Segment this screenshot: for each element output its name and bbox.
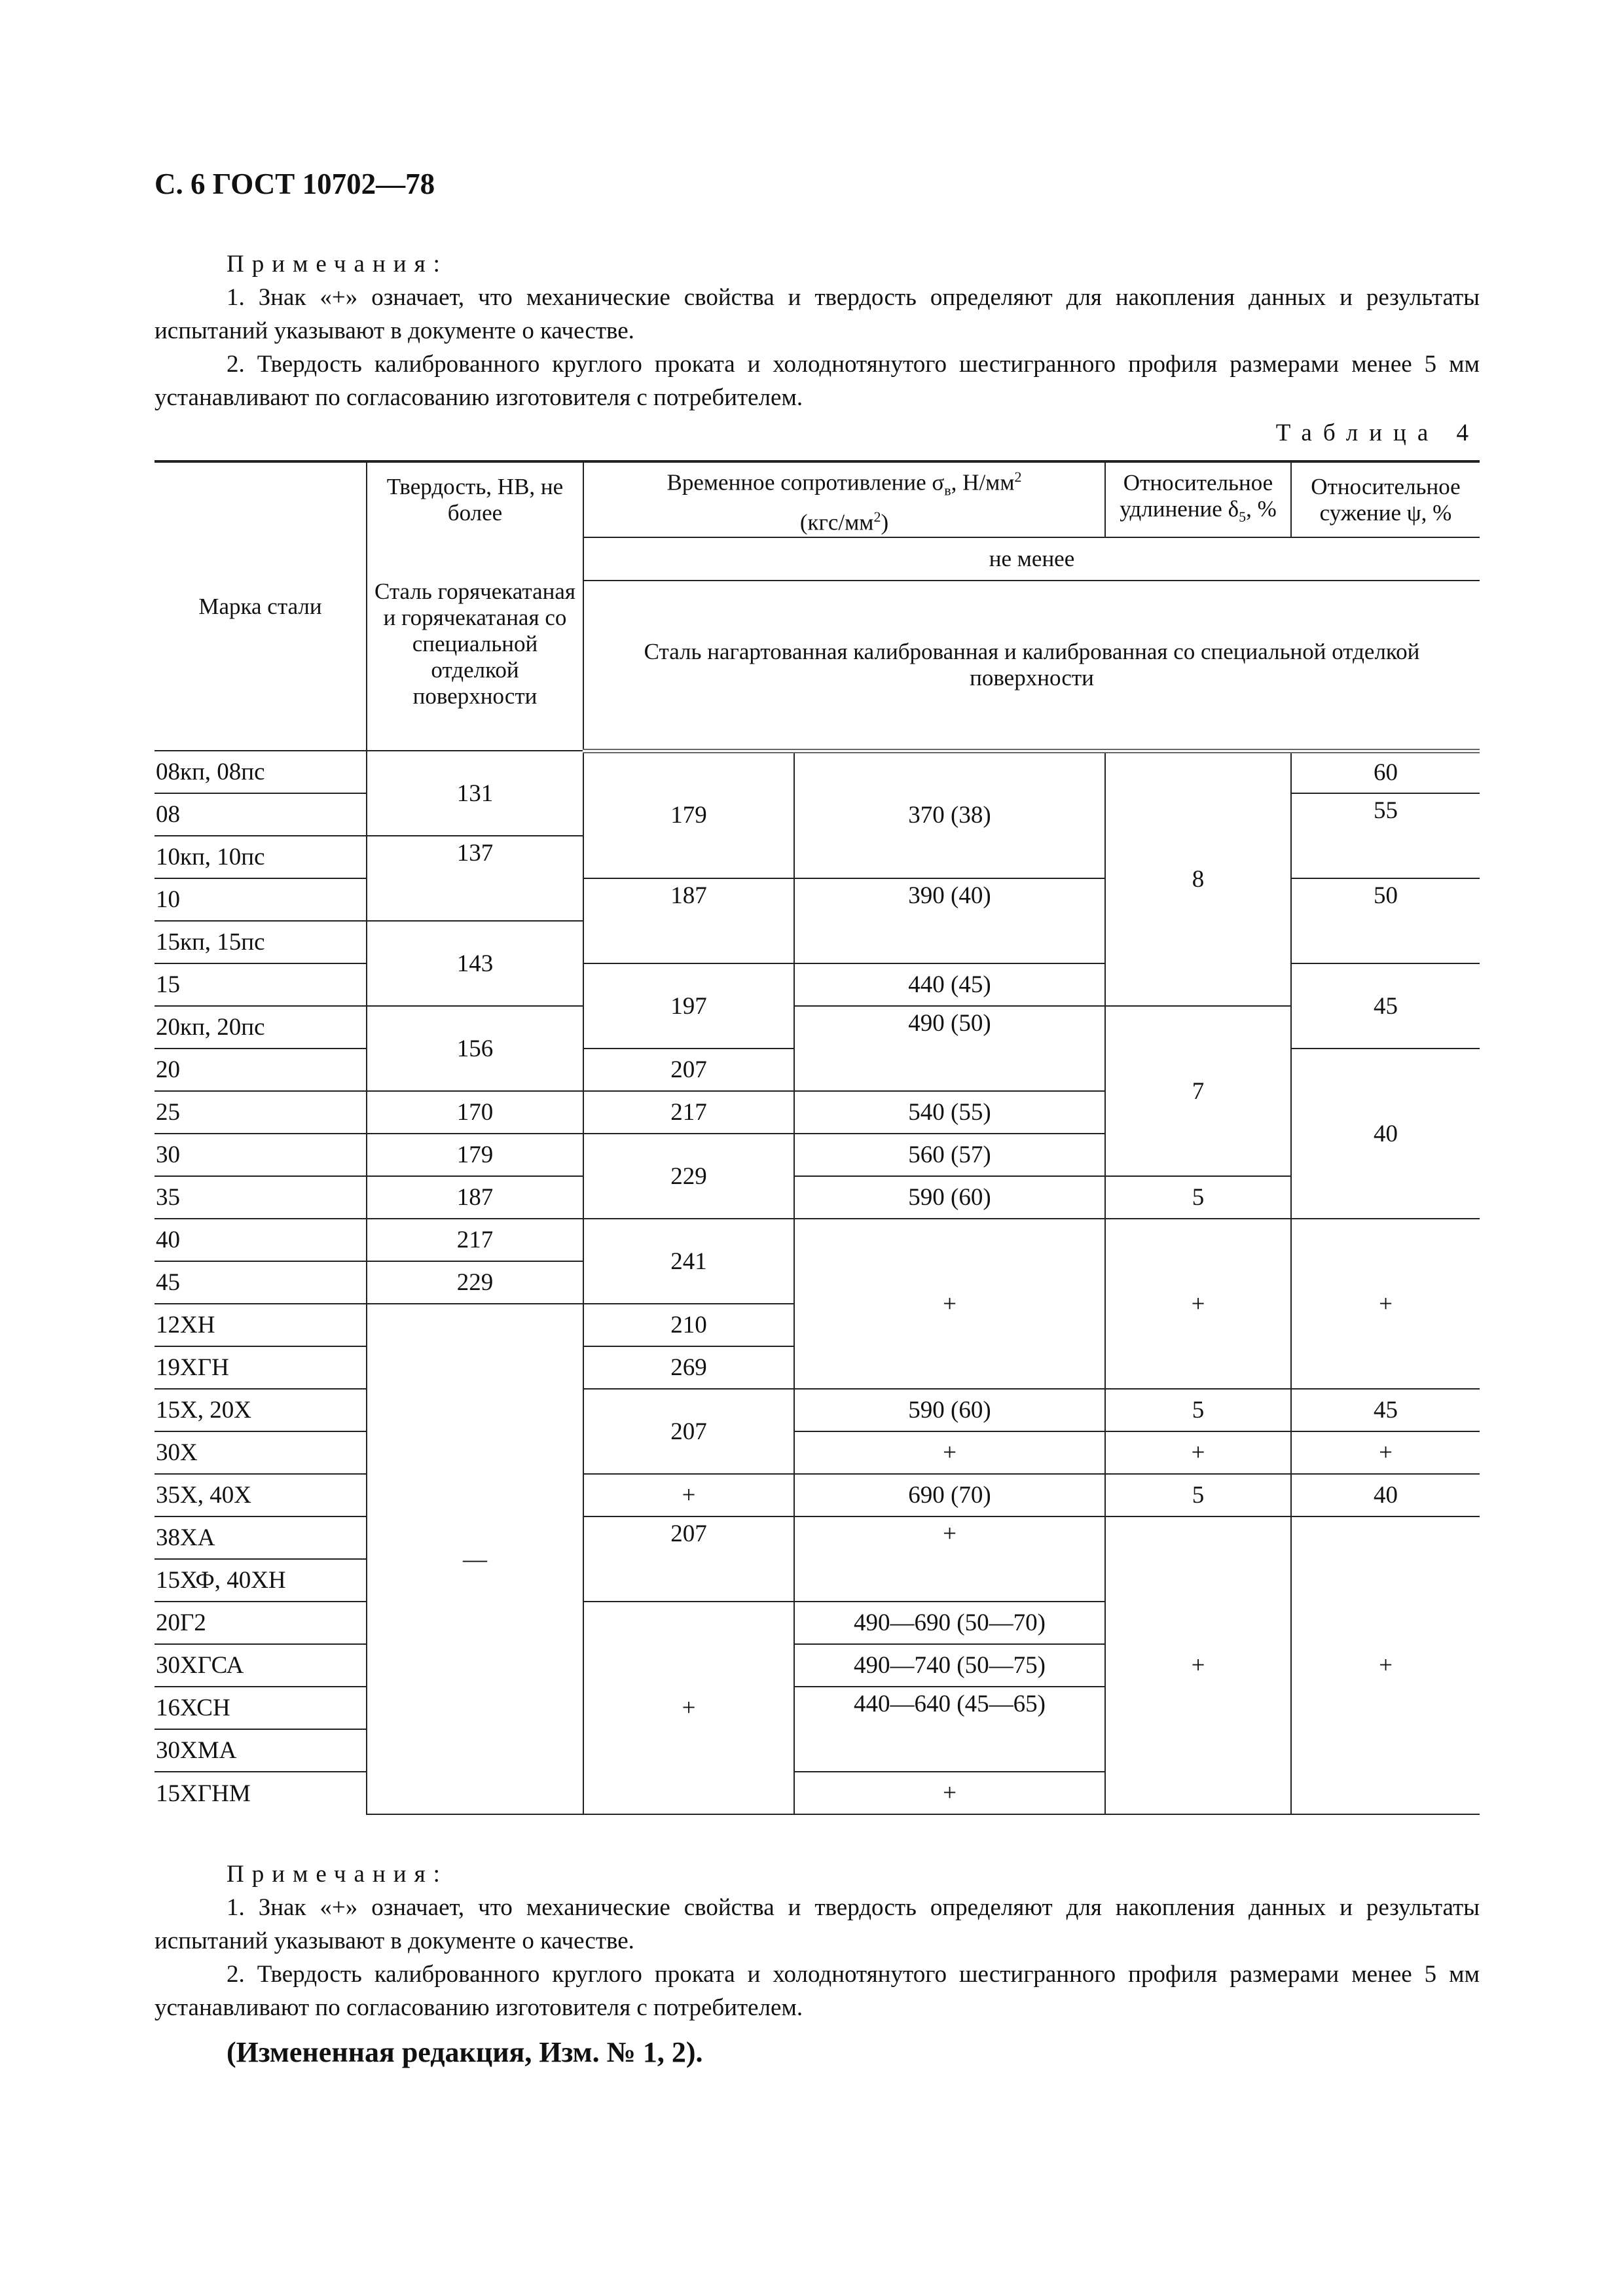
header-elongation: Относительное удлинение $\delta_5$, % — [1105, 461, 1291, 537]
hb-cold-cell: 207 — [583, 1516, 794, 1602]
header-not-less: не менее — [583, 537, 1480, 581]
tensile-cell: 440 (45) — [794, 963, 1105, 1006]
tensile-cell: 560 (57) — [794, 1134, 1105, 1176]
contraction-cell: + — [1291, 1516, 1480, 1814]
hb-hot-cell: 229 — [367, 1261, 583, 1304]
header-tensile: Временное сопротивление $\sigma_в$, $Н/мм^2$ $(кгс/мм^2)$ — [583, 461, 1105, 537]
elongation-cell: + — [1105, 1431, 1291, 1474]
hb-cold-cell: 269 — [583, 1346, 794, 1389]
hb-cold-cell: 210 — [583, 1304, 794, 1346]
elongation-cell: 5 — [1105, 1474, 1291, 1516]
hb-hot-cell: — — [367, 1304, 583, 1814]
note-2: 2. Твердость калиброванного круглого проката и холоднотянутого шестигранного профиля размерами менее 5 мм устанавливают по согласованию изготовителя с потребителем. — [155, 1961, 1480, 2021]
note-2: 2. Твердость калиброванного круглого проката и холоднотянутого шестигранного профиля размерами менее 5 мм устанавливают по согласованию изготовителя с потребителем. — [155, 351, 1480, 411]
grade-cell: 30ХМА — [155, 1729, 367, 1772]
hb-hot-cell: 143 — [367, 921, 583, 1006]
note-1: 1. Знак «+» означает, что механические свойства и твердость определяют для накопления данных и результаты испытаний указывают в документе о качестве. — [155, 284, 1480, 344]
grade-cell: 20кп, 20пс — [155, 1006, 367, 1049]
grade-cell: 20Г2 — [155, 1602, 367, 1644]
tensile-cell: 490—690 (50—70) — [794, 1602, 1105, 1644]
grade-cell: 30ХГСА — [155, 1644, 367, 1687]
grade-cell: 30Х — [155, 1431, 367, 1474]
tensile-cell: + — [794, 1431, 1105, 1474]
header-grade: Марка стали — [155, 461, 367, 751]
grade-cell: 38ХА — [155, 1516, 367, 1559]
note-1: 1. Знак «+» означает, что механические свойства и твердость определяют для накопления данных и результаты испытаний указывают в документе о качестве. — [155, 1894, 1480, 1954]
hb-hot-cell: 179 — [367, 1134, 583, 1176]
tensile-cell: 590 (60) — [794, 1176, 1105, 1219]
contraction-cell: 45 — [1291, 963, 1480, 1049]
elongation-cell: + — [1105, 1219, 1291, 1389]
grade-cell: 19ХГН — [155, 1346, 367, 1389]
tensile-cell: 690 (70) — [794, 1474, 1105, 1516]
notes-top — [155, 247, 1480, 414]
contraction-cell: + — [1291, 1219, 1480, 1389]
hb-cold-cell: 229 — [583, 1134, 794, 1219]
grade-cell: 30 — [155, 1134, 367, 1176]
tensile-cell: 490—740 (50—75) — [794, 1644, 1105, 1687]
hb-cold-cell: 207 — [583, 1389, 794, 1474]
contraction-cell: + — [1291, 1431, 1480, 1474]
grade-cell: 20 — [155, 1049, 367, 1091]
elongation-cell: 7 — [1105, 1006, 1291, 1176]
elongation-cell: 5 — [1105, 1389, 1291, 1431]
hb-hot-cell: 131 — [367, 751, 583, 836]
hb-cold-cell: 217 — [583, 1091, 794, 1134]
contraction-cell: 40 — [1291, 1049, 1480, 1219]
hb-cold-cell: 241 — [583, 1219, 794, 1304]
notes-bottom — [155, 1857, 1480, 2024]
grade-cell: 10кп, 10пс — [155, 836, 367, 878]
hb-cold-cell: 207 — [583, 1049, 794, 1091]
grade-cell: 15ХГНМ — [155, 1772, 367, 1814]
grade-cell: 08кп, 08пс — [155, 751, 367, 793]
contraction-cell: 40 — [1291, 1474, 1480, 1516]
tensile-cell: 540 (55) — [794, 1091, 1105, 1134]
hb-cold-cell: 197 — [583, 963, 794, 1049]
notes-title: Примечания: — [227, 251, 448, 278]
contraction-cell: 60 — [1291, 751, 1480, 793]
notes-title: Примечания: — [227, 1861, 448, 1888]
tensile-cell: 490 (50) — [794, 1006, 1105, 1091]
contraction-cell: 50 — [1291, 878, 1480, 963]
hb-hot-cell: 156 — [367, 1006, 583, 1091]
grade-cell: 15ХФ, 40ХН — [155, 1559, 367, 1602]
grade-cell: 40 — [155, 1219, 367, 1261]
hb-hot-cell: 217 — [367, 1219, 583, 1261]
grade-cell: 08 — [155, 793, 367, 836]
grade-cell: 15 — [155, 963, 367, 1006]
tensile-cell: 590 (60) — [794, 1389, 1105, 1431]
hb-hot-cell: 170 — [367, 1091, 583, 1134]
grade-cell: 12ХН — [155, 1304, 367, 1346]
header-contraction: Относительное сужение ψ, % — [1291, 461, 1480, 537]
header-hot-rolled: Сталь горячекатаная и горячекатаная со специальной отделкой поверхности — [367, 537, 583, 751]
hb-hot-cell: 137 — [367, 836, 583, 921]
grade-cell: 15кп, 15пс — [155, 921, 367, 963]
tensile-cell: + — [794, 1219, 1105, 1389]
page-header: С. 6 ГОСТ 10702—78 — [155, 168, 435, 200]
hb-cold-cell: + — [583, 1474, 794, 1516]
hb-cold-cell: + — [583, 1602, 794, 1814]
grade-cell: 15Х, 20Х — [155, 1389, 367, 1431]
edition-note: (Измененная редакция, Изм. № 1, 2). — [227, 2036, 703, 2068]
header-cold-worked: Сталь нагартованная калиброванная и калиброванная со специальной отделкой поверхности — [583, 581, 1480, 751]
grade-cell: 35Х, 40Х — [155, 1474, 367, 1516]
header-hardness: Твердость, НВ, не более — [367, 461, 583, 537]
tensile-cell: 370 (38) — [794, 751, 1105, 878]
hb-cold-cell: 187 — [583, 878, 794, 963]
hb-hot-cell: 187 — [367, 1176, 583, 1219]
table-caption: Таблица 4 — [1275, 420, 1480, 446]
hb-cold-cell: 179 — [583, 751, 794, 878]
grade-cell: 25 — [155, 1091, 367, 1134]
contraction-cell: 55 — [1291, 793, 1480, 878]
elongation-cell: 5 — [1105, 1176, 1291, 1219]
grade-cell: 35 — [155, 1176, 367, 1219]
tensile-cell: + — [794, 1516, 1105, 1602]
elongation-cell: + — [1105, 1516, 1291, 1814]
elongation-cell: 8 — [1105, 751, 1291, 1006]
properties-table — [155, 460, 1480, 1815]
grade-cell: 10 — [155, 878, 367, 921]
tensile-cell: 440—640 (45—65) — [794, 1687, 1105, 1772]
tensile-cell: + — [794, 1772, 1105, 1814]
grade-cell: 45 — [155, 1261, 367, 1304]
grade-cell: 16ХСН — [155, 1687, 367, 1729]
contraction-cell: 45 — [1291, 1389, 1480, 1431]
tensile-cell: 390 (40) — [794, 878, 1105, 963]
